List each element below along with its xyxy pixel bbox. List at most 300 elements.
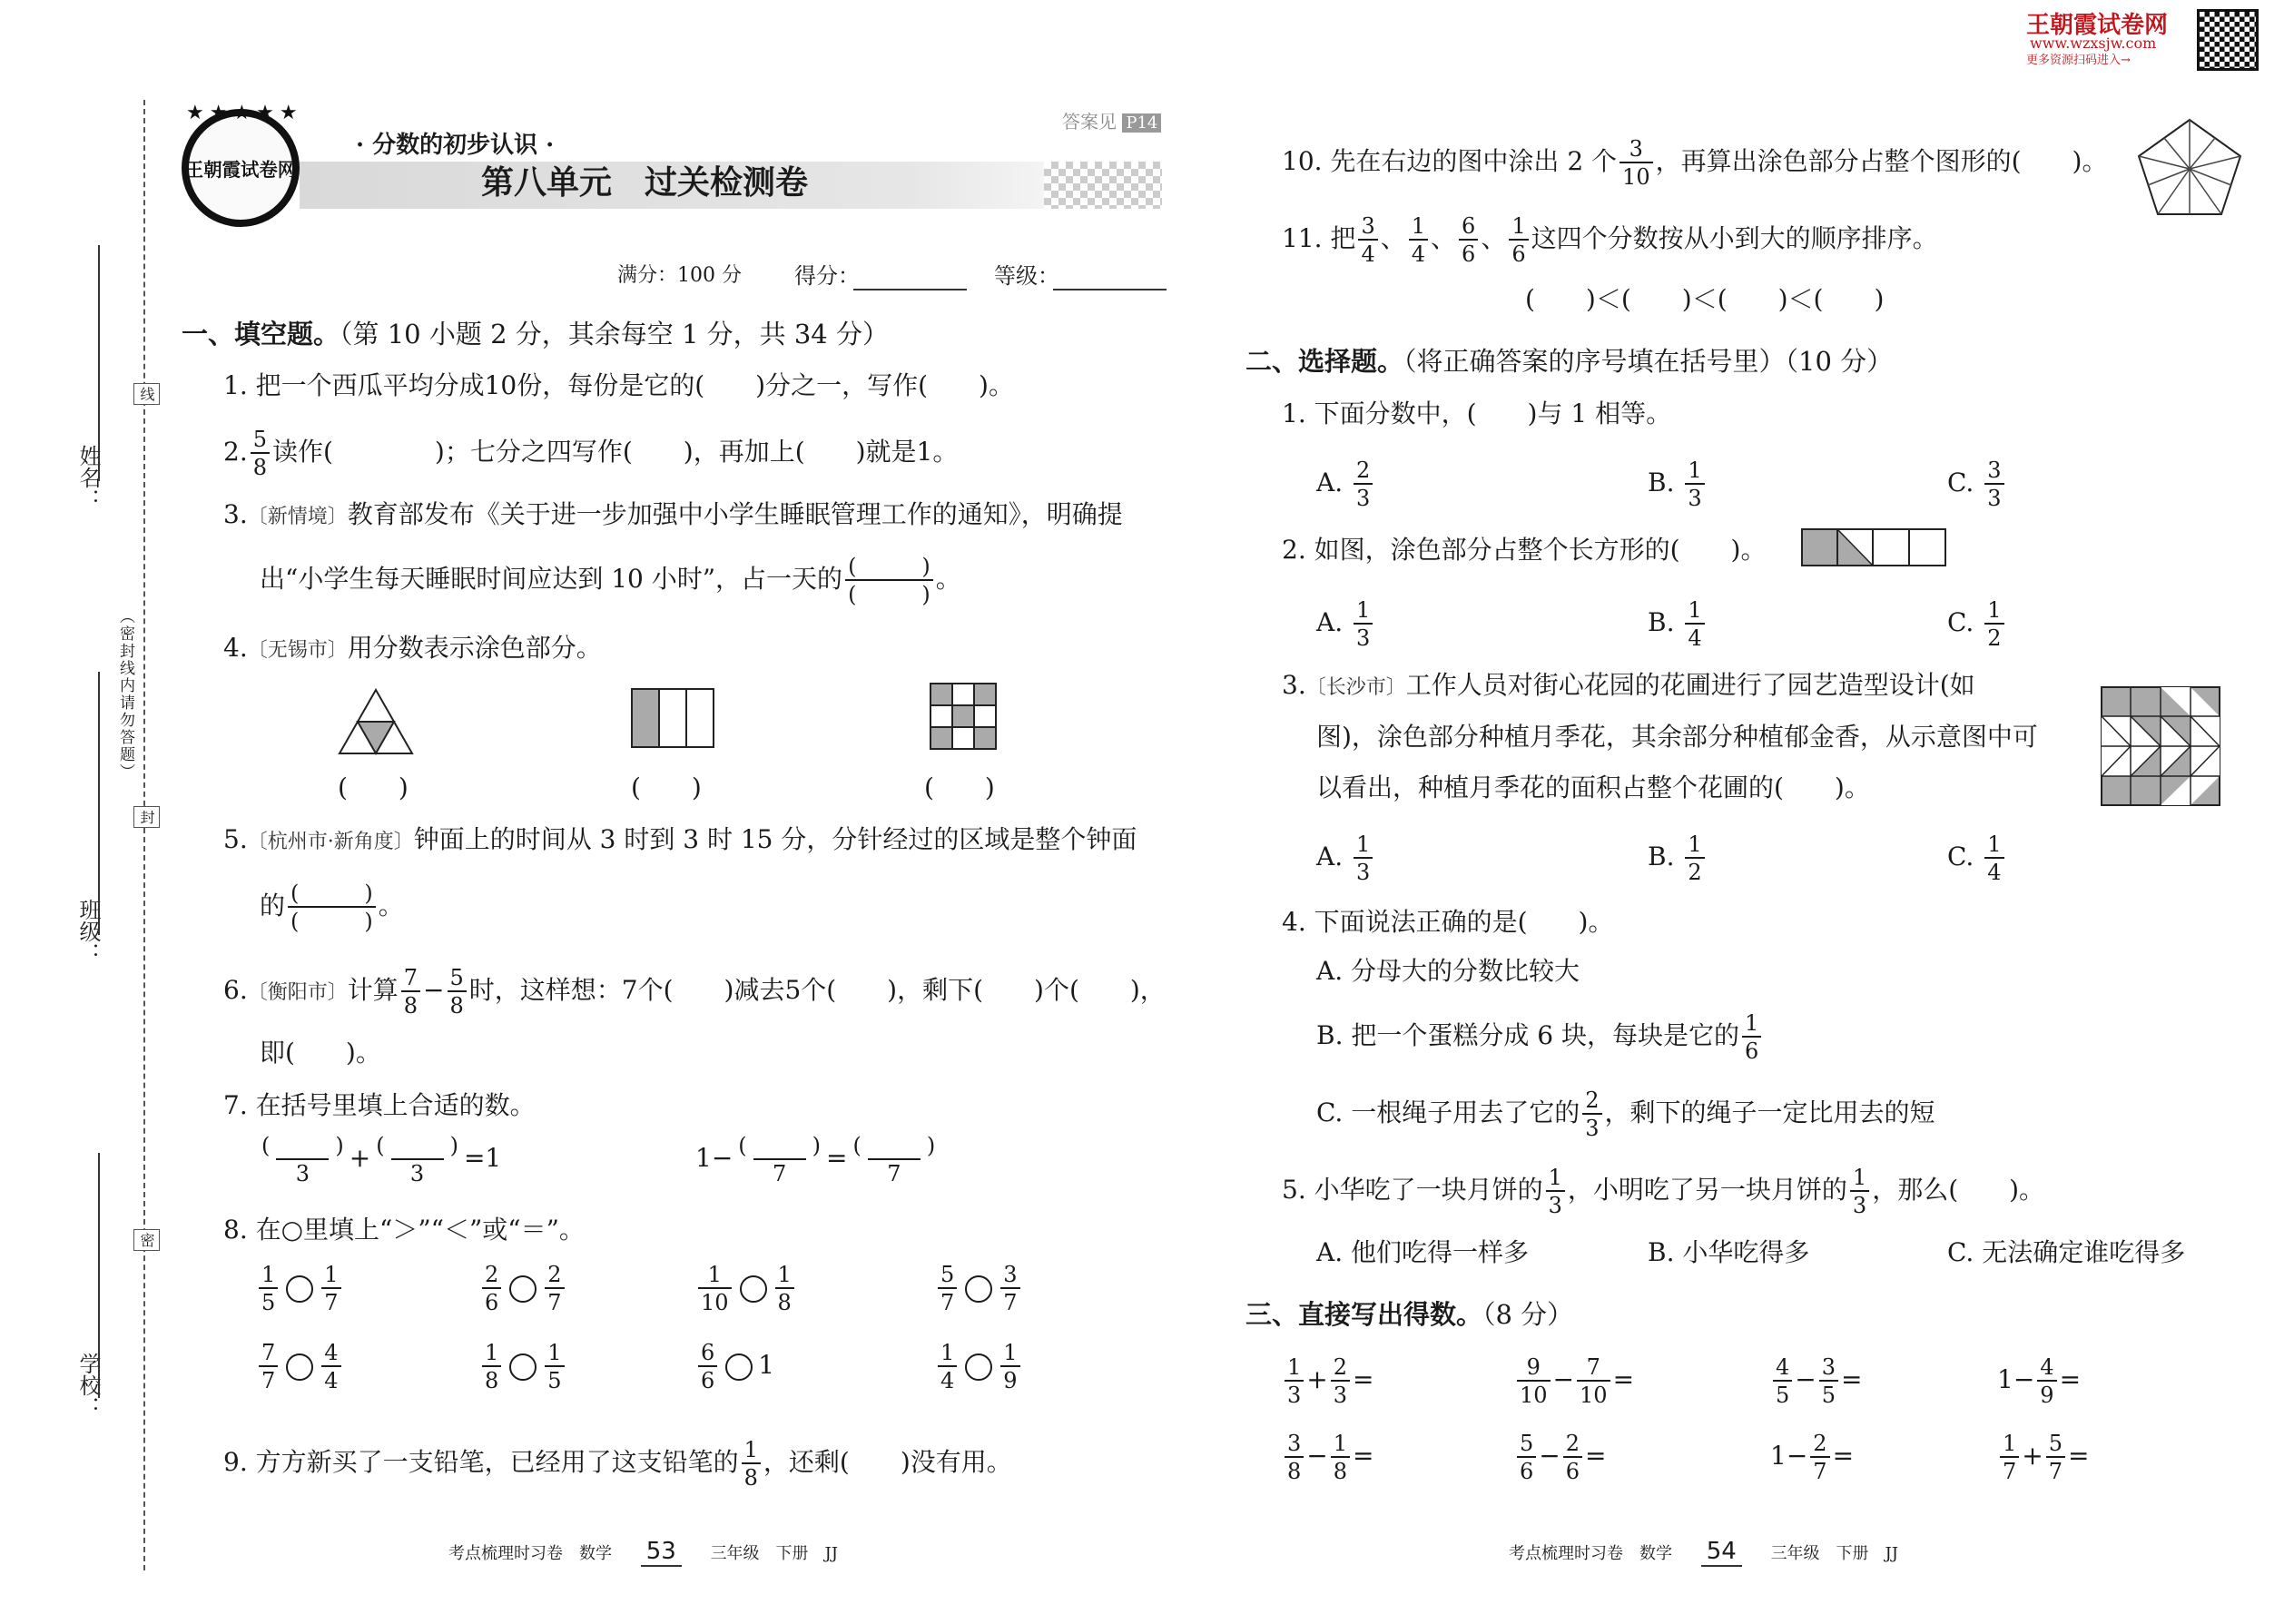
frac-num: 1 xyxy=(1745,1010,1759,1036)
banner-checker xyxy=(1044,162,1162,209)
frac-4-9 xyxy=(2037,1356,2056,1406)
q1-6 xyxy=(223,967,1166,1017)
frac-den: 4 xyxy=(1984,857,2004,883)
option-letter: B. xyxy=(1648,607,1675,637)
name-label: 姓名： xyxy=(75,445,101,510)
equals-sign: = xyxy=(1612,1364,1635,1394)
frac-den: 9 xyxy=(1000,1365,1019,1392)
q1-7-eq1 xyxy=(256,1135,501,1185)
q1-5-tag: 〔杭州市·新角度〕 xyxy=(247,831,414,853)
calc-5[interactable] xyxy=(1282,1432,1374,1482)
frac-den: 2 xyxy=(1685,857,1704,883)
footer-series: 考点梳理时习卷 数学 xyxy=(448,1544,612,1563)
compare-7 xyxy=(695,1342,774,1392)
figure-grid-3x3 xyxy=(930,683,997,750)
frac-num: 1 xyxy=(547,1340,562,1365)
answer-fraction-blank[interactable] xyxy=(845,556,933,605)
q2-3-optB[interactable] xyxy=(1648,833,1708,883)
frac-den: 7 xyxy=(259,1365,278,1392)
frac-3-8 xyxy=(1285,1432,1304,1482)
frac-1-2 xyxy=(1685,833,1704,883)
frac-den: 5 xyxy=(545,1365,564,1392)
section3-title xyxy=(1245,1296,1573,1333)
frac-num: 1 xyxy=(743,1437,758,1462)
option-letter: A. xyxy=(1316,468,1344,497)
compare-circle[interactable] xyxy=(286,1275,313,1303)
name-line xyxy=(98,245,100,481)
figure-flowerbed xyxy=(2101,686,2220,806)
compare-circle[interactable] xyxy=(725,1353,753,1381)
equals-sign: = xyxy=(1585,1441,1607,1471)
frac-den: 3 xyxy=(1354,623,1373,649)
compare-5 xyxy=(256,1342,344,1392)
compare-circle[interactable] xyxy=(509,1353,537,1381)
blank-num: ( ) xyxy=(848,554,930,579)
seal-warning: （密封线内请勿答题） xyxy=(116,608,134,781)
logo-stars: ★★★★★ xyxy=(186,102,303,124)
seal-mark-line: 线 xyxy=(133,383,160,405)
frac-den: 3 xyxy=(1850,1190,1869,1216)
frac-num: 5 xyxy=(252,427,267,452)
q1-2 xyxy=(223,428,958,478)
q2-2: 2. 如图，涂色部分占整个长方形的( )。 xyxy=(1282,535,1767,565)
q2-5-text2: ，小明吃了另一块月饼的 xyxy=(1567,1175,1847,1205)
compare-3 xyxy=(695,1264,797,1314)
page-number: 53 xyxy=(641,1538,682,1567)
frac-den: 7 xyxy=(868,1158,921,1185)
minus-sign: − xyxy=(1539,1441,1561,1471)
blank-fraction[interactable] xyxy=(373,1135,461,1185)
figure-rectangle-3 xyxy=(631,688,714,748)
compare-4 xyxy=(935,1264,1023,1314)
q1-6-text: 计算 xyxy=(347,975,399,1005)
q1-5-text: 钟面上的时间从 3 时到 3 时 15 分，分针经过的区域是整个钟面 xyxy=(413,824,1137,854)
q1-4-answer2[interactable]: ( ) xyxy=(631,773,702,802)
q2-3-text: 工作人员对街心花园的花圃进行了园艺造型设计(如 xyxy=(1405,670,1975,700)
frac-1-9 xyxy=(1000,1342,1019,1392)
plus-sign: + xyxy=(2022,1441,2043,1471)
q1-6-cont: 即( )。 xyxy=(260,1038,381,1068)
section3-note: （8 分） xyxy=(1482,1299,1574,1330)
frac-den: 4 xyxy=(938,1365,957,1392)
blank-num: ( ) xyxy=(261,1133,344,1158)
brand-logo xyxy=(182,109,300,227)
grade-field[interactable] xyxy=(1053,289,1167,290)
frac-den: 3 xyxy=(1582,1113,1601,1139)
equals-sign: = xyxy=(1832,1441,1855,1471)
frac-num: 7 xyxy=(1586,1354,1600,1380)
frac-num: 7 xyxy=(261,1340,276,1365)
frac-1-3 xyxy=(1685,459,1704,509)
footer-series: 考点梳理时习卷 数学 xyxy=(1509,1544,1672,1563)
q1-6-num: 6. xyxy=(223,975,248,1005)
footer-grade: 三年级 下册 JJ xyxy=(710,1544,838,1563)
q1-3-tag: 〔新情境〕 xyxy=(247,506,348,528)
score-field[interactable] xyxy=(853,289,967,290)
equals-sign: = xyxy=(826,1143,848,1173)
calc-8[interactable] xyxy=(1997,1432,2090,1482)
option-letter: B. xyxy=(1648,842,1675,871)
frac-num: 1 xyxy=(1287,1354,1302,1380)
frac-num: 6 xyxy=(701,1340,715,1365)
q2-2-optC[interactable] xyxy=(1947,599,2007,649)
section2-note: （将正确答案的序号填在括号里）（10 分） xyxy=(1403,346,1894,377)
q2-3-num: 3. xyxy=(1282,670,1306,700)
frac-5-7 xyxy=(2046,1432,2065,1482)
q1-3 xyxy=(223,497,1123,536)
frac-num: 1 xyxy=(1511,213,1526,239)
equals-sign: = xyxy=(1841,1364,1863,1394)
frac-1-7 xyxy=(321,1264,340,1314)
frac-den: 7 xyxy=(545,1287,564,1314)
calc-2[interactable] xyxy=(1514,1356,1634,1406)
frac-den: 7 xyxy=(1000,1287,1019,1314)
q2-5-optA[interactable]: A. 他们吃得一样多 xyxy=(1316,1237,1530,1267)
blank-den: ( ) xyxy=(288,906,376,932)
frac-1-4 xyxy=(938,1342,957,1392)
frac-num: 4 xyxy=(324,1340,339,1365)
frac-num: 1 xyxy=(1852,1165,1867,1190)
frac-den: 8 xyxy=(482,1365,501,1392)
compare-6 xyxy=(479,1342,567,1392)
frac-den: 6 xyxy=(1517,1456,1536,1482)
frac-den: 3 xyxy=(1685,483,1704,509)
frac-1-6 xyxy=(1742,1012,1761,1062)
minus-sign: − xyxy=(1795,1364,1816,1394)
q2-5-optB[interactable]: B. 小华吃得多 xyxy=(1648,1237,1810,1267)
frac-den: 6 xyxy=(1509,239,1528,265)
page-number: 54 xyxy=(1701,1538,1742,1567)
q1-4-tag: 〔无锡市〕 xyxy=(247,639,348,662)
frac-2-7 xyxy=(1810,1432,1829,1482)
compare-2 xyxy=(479,1264,567,1314)
frac-num: 5 xyxy=(2048,1431,2063,1456)
frac-num: 2 xyxy=(1356,458,1371,483)
seal-mark-seal: 封 xyxy=(133,806,160,828)
brand-logo-text: 王朝霞试卷网 xyxy=(184,159,297,182)
frac-num: 3 xyxy=(1821,1354,1836,1380)
frac-num: 1 xyxy=(1987,597,2002,623)
frac-num: 3 xyxy=(1287,1431,1302,1456)
frac-num: 2 xyxy=(485,1262,499,1287)
frac-den: 7 xyxy=(2046,1456,2065,1482)
unit-topic: · 分数的初步认识 · xyxy=(356,132,555,159)
q2-3-optA[interactable] xyxy=(1316,833,1375,883)
compare-circle[interactable] xyxy=(286,1353,313,1381)
compare-8 xyxy=(935,1342,1023,1392)
frac-num: 1 xyxy=(1356,597,1371,623)
footer-left xyxy=(448,1538,838,1565)
minus-sign: − xyxy=(1552,1364,1575,1394)
q2-5-text3: ，那么( )。 xyxy=(1872,1175,2045,1205)
frac-den: 6 xyxy=(1563,1456,1582,1482)
frac-2-3 xyxy=(1331,1356,1350,1406)
q2-5 xyxy=(1282,1166,2044,1216)
frac-num: 2 xyxy=(1565,1431,1580,1456)
frac-1-2 xyxy=(1984,599,2004,649)
q2-3-tag: 〔长沙市〕 xyxy=(1305,676,1406,699)
q2-4-optA[interactable]: A. 分母大的分数比较大 xyxy=(1316,956,1580,986)
equals-sign: = xyxy=(1353,1364,1374,1394)
one-minus: 1− xyxy=(1770,1441,1808,1471)
frac-den: 10 xyxy=(698,1287,732,1314)
frac-num: 1 xyxy=(1688,832,1702,857)
frac-1-8 xyxy=(742,1439,761,1489)
q2-4: 4. 下面说法正确的是( )。 xyxy=(1282,907,1614,937)
equals-sign: = xyxy=(2068,1441,2090,1471)
q1-10-text2: ，再算出涂色部分占整个图形的( )。 xyxy=(1655,146,2108,176)
frac-den: 4 xyxy=(1409,239,1428,265)
frac-den: 3 xyxy=(1354,483,1373,509)
q1-1: 1. 把一个西瓜平均分成10份，每份是它的( )分之一，写作( )。 xyxy=(223,370,1014,400)
q1-4-answer3[interactable]: ( ) xyxy=(924,773,995,802)
q2-5-optC[interactable]: C. 无法确定谁吃得多 xyxy=(1947,1237,2186,1267)
frac-den: 6 xyxy=(1459,239,1478,265)
frac-1-10 xyxy=(698,1264,732,1314)
frac-den: 10 xyxy=(1577,1380,1610,1406)
section1-note: （第 10 小题 2 分，其余每空 1 分，共 34 分） xyxy=(340,319,889,349)
frac-den: 10 xyxy=(1517,1380,1551,1406)
frac-1-3 xyxy=(1354,599,1373,649)
frac-2-6 xyxy=(1563,1432,1582,1482)
frac-7-10 xyxy=(1577,1356,1610,1406)
figure-triangle xyxy=(338,688,414,755)
frac-4-5 xyxy=(1773,1356,1792,1406)
section1-title xyxy=(182,316,889,352)
frac-2-7 xyxy=(545,1264,564,1314)
section1-heading: 一、填空题。 xyxy=(182,319,340,349)
frac-7-8 xyxy=(401,967,420,1017)
frac-1-8 xyxy=(482,1342,501,1392)
calc-4[interactable] xyxy=(1997,1356,2081,1406)
frac-den: 3 xyxy=(391,1158,444,1185)
option-text2: ，剩下的绳子一定比用去的短 xyxy=(1604,1097,1935,1127)
frac-1-5 xyxy=(545,1342,564,1392)
frac-num: 3 xyxy=(1987,458,2002,483)
q2-3-line3: 以看出，种植月季花的面积占整个花圃的( )。 xyxy=(1316,773,1870,802)
frac-1-8 xyxy=(1331,1432,1350,1482)
frac-num: 4 xyxy=(1776,1354,1790,1380)
equals-sign: = xyxy=(1353,1441,1374,1471)
frac-3-3 xyxy=(1984,459,2004,509)
q1-11-order[interactable]: ( )＜( )＜( )＜( ) xyxy=(1525,284,1885,314)
frac-1-5 xyxy=(259,1264,278,1314)
blank-num: ( ) xyxy=(738,1133,822,1158)
option-letter: B. xyxy=(1648,468,1675,497)
class-label: 班级： xyxy=(75,899,101,964)
frac-5-8 xyxy=(251,428,270,478)
q2-2-optA[interactable] xyxy=(1316,599,1375,649)
minus-sign: − xyxy=(423,975,445,1005)
answer-ref xyxy=(1062,103,1161,142)
q1-3-cont xyxy=(260,556,961,605)
frac-3-4 xyxy=(1358,215,1377,265)
class-line xyxy=(98,672,100,935)
calc-1[interactable] xyxy=(1282,1356,1374,1406)
frac-den: 3 xyxy=(1285,1380,1304,1406)
q1-5-cont xyxy=(260,882,404,932)
frac-7-7 xyxy=(259,1342,278,1392)
q2-4-optC[interactable] xyxy=(1316,1089,1935,1139)
q2-1-optA[interactable] xyxy=(1316,459,1375,509)
frac-1-4 xyxy=(1409,215,1428,265)
q2-1-optB[interactable] xyxy=(1648,459,1708,509)
frac-den: 4 xyxy=(1685,623,1704,649)
q1-11-text: 11. 把 xyxy=(1282,223,1356,253)
frac-den: 7 xyxy=(753,1158,806,1185)
frac-num: 1 xyxy=(777,1262,792,1287)
frac-den: 7 xyxy=(1810,1456,1829,1482)
compare-circle[interactable] xyxy=(965,1353,992,1381)
footer-grade: 三年级 下册 JJ xyxy=(1770,1544,1898,1563)
frac-den: 4 xyxy=(1358,239,1377,265)
frac-den: 6 xyxy=(1742,1036,1761,1062)
frac-den: 3 xyxy=(1984,483,2004,509)
frac-num: 2 xyxy=(1813,1431,1827,1456)
frac-den: 6 xyxy=(482,1287,501,1314)
frac-den: 9 xyxy=(2037,1380,2056,1406)
blank-fraction[interactable] xyxy=(850,1135,938,1185)
q1-4-num: 4. xyxy=(223,633,248,663)
frac-num: 1 xyxy=(940,1340,955,1365)
brand-name: 王朝霞试卷网 xyxy=(2026,12,2169,39)
frac-den: 5 xyxy=(1819,1380,1838,1406)
footer-right xyxy=(1509,1538,1898,1565)
frac-3-10 xyxy=(1620,138,1653,188)
q1-11-text2: 这四个分数按从小到大的顺序排序。 xyxy=(1531,223,1938,253)
q1-9 xyxy=(223,1439,1012,1489)
answer-fraction-blank[interactable] xyxy=(288,882,376,932)
frac-num: 1 xyxy=(261,1262,276,1287)
frac-den: 5 xyxy=(259,1287,278,1314)
q1-8: 8. 在○里填上“＞”“＜”或“＝”。 xyxy=(223,1215,585,1245)
frac-2-6 xyxy=(482,1264,501,1314)
page-title: 第八单元 过关检测卷 xyxy=(481,164,809,202)
q1-10 xyxy=(1282,138,2107,188)
frac-num: 2 xyxy=(547,1262,562,1287)
frac-num: 1 xyxy=(1987,832,2002,857)
number-one: 1 xyxy=(758,1350,775,1380)
frac-6-6 xyxy=(698,1342,717,1392)
frac-num: 7 xyxy=(403,965,418,990)
option-letter: C. xyxy=(1947,468,1974,497)
frac-den: 6 xyxy=(698,1365,717,1392)
score-label: 得分： xyxy=(794,263,860,289)
school-label: 学校： xyxy=(75,1353,101,1418)
option-letter: A. xyxy=(1316,607,1344,637)
calc-7[interactable] xyxy=(1770,1432,1854,1482)
blank-num: ( ) xyxy=(376,1133,458,1158)
frac-num: 5 xyxy=(940,1262,955,1287)
blank-fraction[interactable] xyxy=(259,1135,347,1185)
q1-9-text: 9. 方方新买了一支铅笔，已经用了这支铅笔的 xyxy=(223,1447,739,1477)
full-score: 满分：100 分 xyxy=(617,264,742,287)
frac-num: 1 xyxy=(2003,1431,2017,1456)
frac-den: 8 xyxy=(775,1287,794,1314)
frac-num: 1 xyxy=(1333,1431,1348,1456)
frac-num: 1 xyxy=(1688,458,1702,483)
binding-dashed-line xyxy=(143,100,145,1570)
equals-sign: = xyxy=(2059,1364,2082,1394)
frac-num: 2 xyxy=(1585,1088,1600,1113)
frac-num: 6 xyxy=(1462,213,1476,239)
seal-mark-secret: 密 xyxy=(133,1229,160,1251)
q1-10-text: 10. 先在右边的图中涂出 2 个 xyxy=(1282,146,1618,176)
blank-den: ( ) xyxy=(845,579,933,605)
brand-url: www.wzxsjw.com xyxy=(2030,34,2157,52)
q2-2-optB[interactable] xyxy=(1648,599,1708,649)
frac-4-4 xyxy=(321,1342,340,1392)
frac-3-7 xyxy=(1000,1264,1019,1314)
frac-num: 1 xyxy=(324,1262,339,1287)
q2-1-optC[interactable] xyxy=(1947,459,2007,509)
school-line xyxy=(98,1153,100,1398)
answer-ref-text: 答案见 xyxy=(1062,111,1117,133)
frac-den: 7 xyxy=(2000,1456,2019,1482)
calc-3[interactable] xyxy=(1770,1356,1863,1406)
frac-5-8 xyxy=(448,967,467,1017)
plus-sign: + xyxy=(349,1143,371,1173)
q1-9-text2: ，还剩( )没有用。 xyxy=(763,1447,1012,1477)
grade-label: 等级： xyxy=(994,263,1059,289)
frac-den: 3 xyxy=(1331,1380,1350,1406)
figure-pentagon xyxy=(2135,116,2244,218)
frac-den: 10 xyxy=(1620,162,1653,188)
frac-5-7 xyxy=(938,1264,957,1314)
q1-3-text2: 出“小学生每天睡眠时间应达到 10 小时”，占一天的 xyxy=(260,564,843,594)
brand-tagline: 更多资源扫码进入→ xyxy=(2026,54,2131,67)
q1-5-text2: 的 xyxy=(260,891,286,920)
frac-num: 3 xyxy=(1003,1262,1018,1287)
plus-sign: + xyxy=(1306,1364,1328,1394)
compare-circle[interactable] xyxy=(509,1275,537,1303)
frac-1-3 xyxy=(1546,1166,1565,1216)
frac-den: 8 xyxy=(1331,1456,1350,1482)
blank-fraction[interactable] xyxy=(735,1135,823,1185)
frac-num: 1 xyxy=(1411,213,1426,239)
compare-circle[interactable] xyxy=(965,1275,992,1303)
one-minus: 1− xyxy=(695,1143,733,1173)
compare-circle[interactable] xyxy=(740,1275,767,1303)
frac-1-8 xyxy=(775,1264,794,1314)
frac-num: 1 xyxy=(1003,1340,1018,1365)
frac-den: 8 xyxy=(448,990,467,1017)
q2-4-optB[interactable] xyxy=(1316,1012,1764,1062)
frac-1-6 xyxy=(1509,215,1528,265)
frac-den: 3 xyxy=(276,1158,329,1185)
frac-num: 1 xyxy=(1548,1165,1562,1190)
q1-2-text: 读作( )；七分之四写作( )，再加上( )就是1。 xyxy=(272,437,959,467)
frac-9-10 xyxy=(1517,1356,1551,1406)
frac-1-4 xyxy=(1685,599,1704,649)
qr-code[interactable] xyxy=(2197,9,2259,71)
frac-num: 3 xyxy=(1629,136,1643,162)
one-minus: 1− xyxy=(1997,1364,2035,1394)
frac-den: 3 xyxy=(1354,857,1373,883)
option-letter: A. xyxy=(1316,842,1344,871)
frac-den: 8 xyxy=(742,1462,761,1489)
q1-4-answer1[interactable]: ( ) xyxy=(338,773,409,802)
q2-3-optC[interactable] xyxy=(1947,833,2007,883)
frac-den: 3 xyxy=(1546,1190,1565,1216)
frac-num: 1 xyxy=(485,1340,499,1365)
frac-den: 7 xyxy=(321,1287,340,1314)
calc-6[interactable] xyxy=(1514,1432,1607,1482)
frac-1-4 xyxy=(1984,833,2004,883)
frac-5-6 xyxy=(1517,1432,1536,1482)
frac-den: 4 xyxy=(321,1365,340,1392)
q1-4 xyxy=(223,630,602,669)
